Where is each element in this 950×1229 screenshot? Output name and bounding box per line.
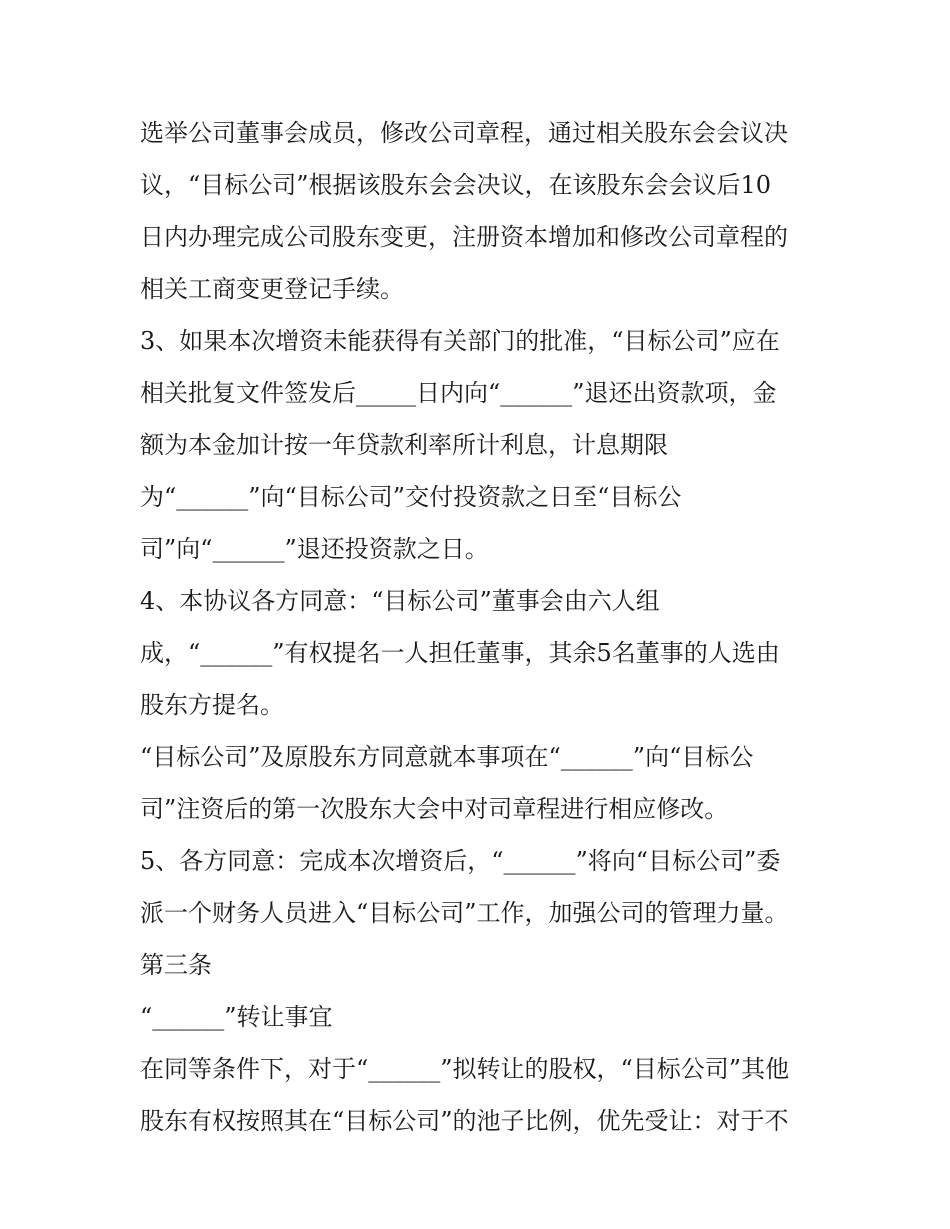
text-line: 成，“______”有权提名一人担任董事，其余5名董事的人选由 (140, 639, 780, 667)
text-line: 股东有权按照其在“目标公司”的池子比例，优先受让：对于不 (140, 1107, 789, 1135)
document-body (140, 107, 830, 1147)
text-line: 3、如果本次增资未能获得有关部门的批准，“目标公司”应在 (140, 327, 780, 355)
text-line: 为“______”向“目标公司”交付投资款之日至“目标公 (140, 483, 682, 511)
text-line: 司”向“______”退还投资款之日。 (140, 535, 489, 563)
text-line: 派一个财务人员进入“目标公司”工作，加强公司的管理力量。 (140, 899, 789, 927)
section-heading: 第三条 (140, 951, 212, 979)
text-line: 选举公司董事会成员，修改公司章程，通过相关股东会会议决 (140, 119, 788, 147)
text-line: 5、各方同意：完成本次增资后，“______”将向“目标公司”委 (140, 847, 781, 875)
section-subheading: “______”转让事宜 (140, 1003, 333, 1031)
text-line: 议，“目标公司”根据该股东会会决议，在该股东会会议后10 (140, 171, 772, 199)
text-line: “目标公司”及原股东方同意就本事项在“______”向“目标公 (140, 743, 754, 771)
text-line: 4、本协议各方同意：“目标公司”董事会由六人组 (140, 587, 660, 615)
text-line: 日内办理完成公司股东变更，注册资本增加和修改公司章程的 (140, 223, 788, 251)
text-line: 股东方提名。 (140, 691, 284, 719)
text-line: 相关批复文件签发后_____日内向“______”退还出资款项，金 (140, 379, 777, 407)
text-line: 额为本金加计按一年贷款利率所计利息，计息期限 (140, 431, 668, 459)
text-line: 在同等条件下，对于“______”拟转让的股权，“目标公司”其他 (140, 1055, 790, 1083)
text-line: 相关工商变更登记手续。 (140, 275, 404, 303)
text-line: 司”注资后的第一次股东大会中对司章程进行相应修改。 (140, 795, 729, 823)
